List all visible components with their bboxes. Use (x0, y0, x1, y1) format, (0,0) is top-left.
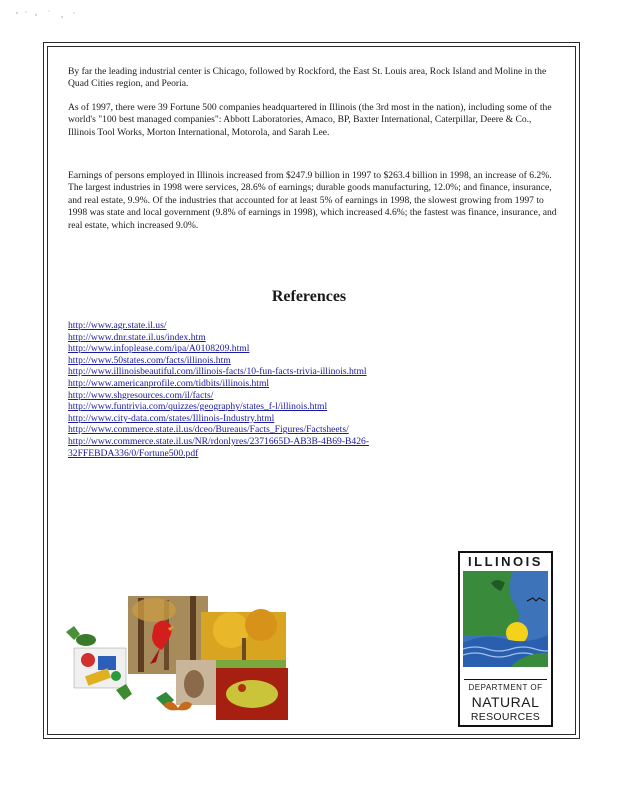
scan-specks (14, 8, 84, 20)
reference-item (68, 355, 448, 367)
fishing-gear-icon (74, 648, 126, 688)
nature-collage (66, 590, 291, 725)
reference-item (68, 436, 448, 448)
logo-resources: RESOURCES (470, 711, 541, 723)
references-list (68, 320, 448, 459)
reference-link[interactable]: http://www.agr.state.il.us/ (68, 320, 167, 331)
reference-item (68, 390, 448, 402)
logo-landscape-icon (463, 571, 548, 667)
reference-item (68, 378, 448, 390)
logo-natural: NATURAL (471, 694, 540, 710)
reference-link[interactable]: http://www.city-data.com/states/Illinois-Industry.html (68, 412, 275, 424)
reference-item (68, 401, 448, 413)
reference-link[interactable]: http://www.illinoisbeautiful.com/illinois-facts/10-fun-facts-trivia-illinois.html (68, 366, 367, 378)
reference-item (68, 332, 448, 344)
reference-item (68, 413, 448, 425)
reference-item (68, 366, 448, 378)
frog-photo (216, 668, 288, 720)
turtle-icon (76, 634, 96, 646)
reference-link[interactable]: http://www.funtrivia.com/quizzes/geography/states_f-l/illinois.html (68, 401, 328, 413)
reference-link[interactable]: 32FFEBDA336/0/Fortune500.pdf (68, 447, 199, 459)
paragraph-industrial-centers: By far the leading industrial center is Chicago, followed by Rockford, the East St. Louis area, Rock Island and Moline in the Quad Cities region, and Peoria. (68, 66, 547, 90)
reference-link[interactable]: http://www.commerce.state.il.us/NR/rdonlyres/2371665D-AB3B-4B69-B426- (68, 435, 370, 447)
reference-link[interactable]: http://www.commerce.state.il.us/dceo/Bureaus/Facts_Figures/Factsheets/ (68, 424, 349, 436)
paragraph-fortune500: As of 1997, there were 39 Fortune 500 companies headquartered in Illinois (the 3rd most in the nation), including some of the world's "100 best managed companies": Abbott Laboratories, Amaco, BP, Baxter International, Caterpillar, Deere & Co., Illinois Tool Works, Morton International, Motorola, and Sarah Lee. (68, 102, 552, 138)
reference-link[interactable]: http://www.50states.com/facts/illinois.htm (68, 354, 231, 366)
logo-rule (464, 679, 547, 680)
reference-item (68, 343, 448, 355)
squirrel-photo (176, 660, 216, 705)
reference-link[interactable]: http://www.infoplease.com/ipa/A0108209.html (68, 343, 250, 355)
paragraph-earnings: Earnings of persons employed in Illinois increased from $247.9 billion in 1997 to $263.4 billion in 1998, an increase of 6.2%. The largest industries in 1998 were services, 28.6% of earnings; durable goods manufacturing, 12.0%; and finance, insurance, and real estate, 9.9%. Of the industries that accounted for at least 5% of earnings in 1998, the slowest growing from 1997 to 1998 was state and local government (9.8% of earnings in 1998), which increased 4.6%; the fastest was finance, insurance, and real estate, which increased 9.0%. (68, 170, 557, 231)
logo-state-name: ILLINOIS (468, 554, 543, 569)
idnr-logo (458, 551, 553, 727)
reference-link[interactable]: http://www.americanprofile.com/tidbits/illinois.html (68, 377, 270, 389)
reference-item (68, 448, 448, 460)
logo-department: DEPARTMENT OF (468, 683, 543, 692)
reference-item (68, 424, 448, 436)
reference-item (68, 320, 448, 332)
reference-link[interactable]: http://www.dnr.state.il.us/index.htm (68, 331, 206, 343)
references-heading: References (271, 288, 347, 305)
reference-link[interactable]: http://www.shgresources.com/il/facts/ (68, 389, 214, 401)
